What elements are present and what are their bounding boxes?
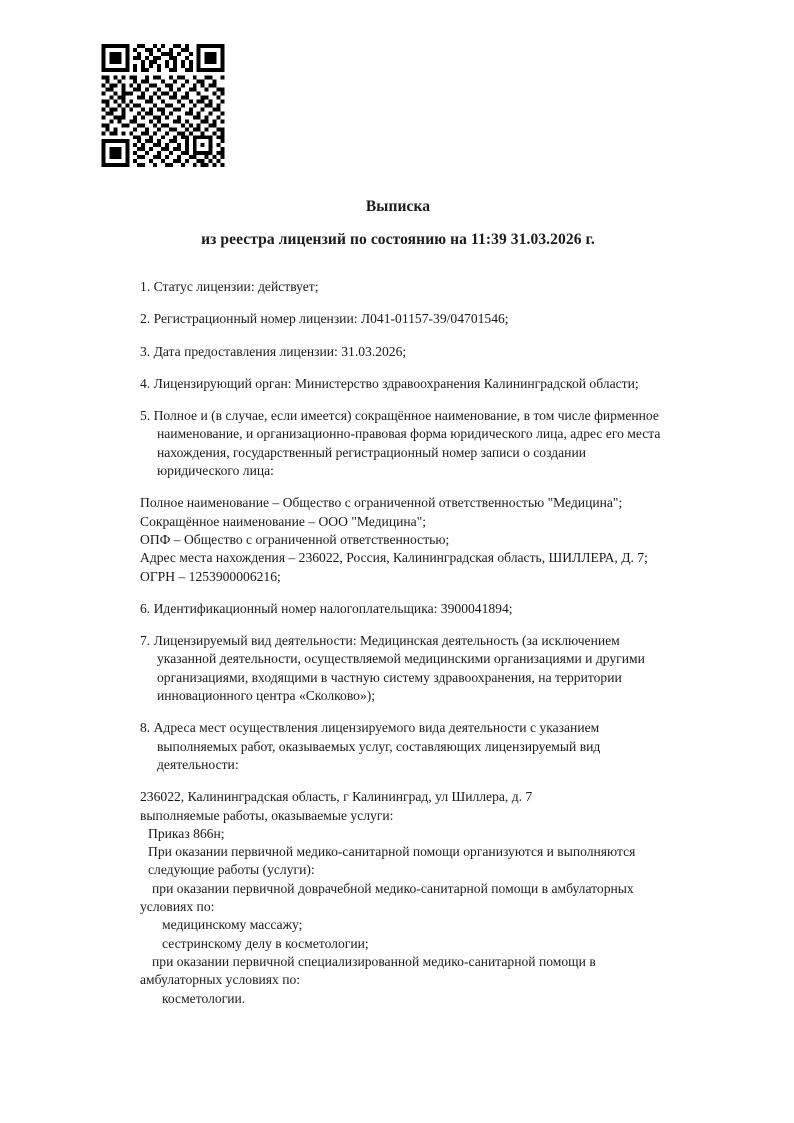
service-item: косметологии. bbox=[162, 990, 246, 1006]
primary-care-intro-line-1: При оказании первичной медико-санитарной помощи организуются и выполняются bbox=[148, 844, 636, 860]
document-subtitle: из реестра лицензий по состоянию на 11:39 31.03.2026 г. bbox=[201, 231, 595, 248]
item-6-inn: 6. Идентификационный номер налогоплательщика: 3900041894; bbox=[140, 600, 513, 616]
service-item: сестринскому делу в косметологии; bbox=[162, 935, 369, 951]
item-2-registration-number: 2. Регистрационный номер лицензии: Л041-01157-39/04701546; bbox=[140, 311, 509, 327]
document-body bbox=[140, 278, 666, 1008]
prehospital-care-line-2: условиях по: bbox=[140, 899, 215, 915]
item-5-entity-names: 5. Полное и (в случае, если имеется) сокращённое наименование, в том числе фирменное наименование, и организационно-правовая форма юридического лица, адрес его места нахождения, государственный регистрационный номер записи о создании юридического лица: bbox=[140, 408, 661, 479]
activity-address-block bbox=[140, 788, 666, 1008]
qr-code bbox=[96, 40, 230, 171]
item-7-licensed-activity: 7. Лицензируемый вид деятельности: Медицинская деятельность (за исключением указанной деятельности, осуществляемой медицинскими организациями и другими организациями, входящими в частную систему здравоохранения, на территории инновационного центра «Сколково»); bbox=[140, 633, 645, 704]
entity-legal-form: ОПФ – Общество с ограниченной ответственностью; bbox=[140, 531, 450, 547]
item-4-licensing-authority: 4. Лицензирующий орган: Министерство здравоохранения Калининградской области; bbox=[140, 375, 639, 391]
item-1-status: 1. Статус лицензии: действует; bbox=[140, 279, 319, 294]
activity-address-line: 236022, Калининградская область, г Калининград, ул Шиллера, д. 7 bbox=[140, 789, 533, 805]
order-number: Приказ 866н; bbox=[148, 825, 225, 841]
item-3-issue-date: 3. Дата предоставления лицензии: 31.03.2026; bbox=[140, 343, 407, 359]
document-title: Выписка bbox=[365, 198, 431, 215]
specialized-care-line-2: амбулаторных условиях по: bbox=[140, 972, 301, 988]
entity-address: Адрес места нахождения – 236022, Россия, Калининградская область, ШИЛЛЕРА, Д. 7; bbox=[140, 550, 648, 566]
entity-full-name: Полное наименование – Общество с ограниченной ответственностью "Медицина"; bbox=[140, 495, 623, 511]
item-8-activity-addresses: 8. Адреса мест осуществления лицензируемого вида деятельности с указанием выполняемых работ, оказываемых услуг, составляющих лицензируемый вид деятельности: bbox=[140, 720, 601, 772]
prehospital-care-line-1: при оказании первичной доврачебной медико-санитарной помощи в амбулаторных bbox=[152, 880, 634, 896]
entity-details-block bbox=[140, 494, 666, 585]
primary-care-intro-line-2: следующие работы (услуги): bbox=[148, 862, 315, 878]
entity-short-name: Сокращённое наименование – ООО "Медицина"; bbox=[140, 513, 427, 529]
qr-code-icon bbox=[96, 40, 230, 171]
service-item: медицинскому массажу; bbox=[162, 917, 303, 933]
entity-ogrn: ОГРН – 1253900006216; bbox=[140, 568, 281, 584]
works-services-header: выполняемые работы, оказываемые услуги: bbox=[140, 807, 394, 823]
specialized-care-line-1: при оказании первичной специализированной медико-санитарной помощи в bbox=[152, 953, 596, 969]
